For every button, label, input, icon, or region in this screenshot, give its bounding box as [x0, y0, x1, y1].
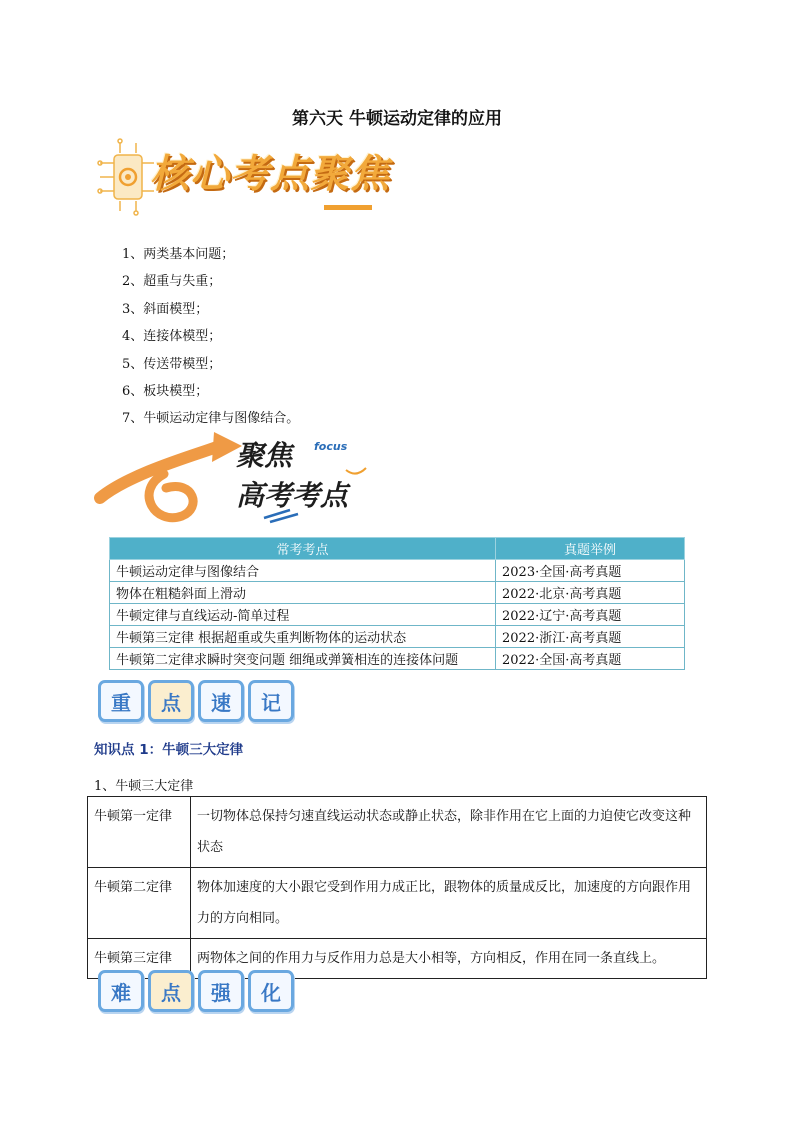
table-row [110, 604, 685, 626]
law-name: 牛顿第三定律 [88, 939, 191, 979]
table-cell: 牛顿运动定律与图像结合 [110, 560, 496, 582]
list-item: 3、斜面模型； [122, 301, 209, 317]
table-header-row [110, 538, 685, 560]
knowledge-point-heading: 知识点 1：牛顿三大定律 [94, 742, 244, 758]
badge-char: 点 [148, 970, 194, 1012]
badge-char: 速 [198, 680, 244, 722]
badge-char: 重 [98, 680, 144, 722]
list-item: 7、牛顿运动定律与图像结合。 [122, 411, 300, 427]
focus-line2: 高考考点 [236, 479, 349, 512]
table-row [110, 626, 685, 648]
law-text: 一切物体总保持匀速直线运动状态或静止状态，除非作用在它上面的力迫使它改变这种状态 [191, 797, 707, 868]
badge-char: 强 [198, 970, 244, 1012]
focus-exam-banner [94, 430, 394, 530]
list-item: 4、连接体模型； [122, 329, 222, 345]
focus-tag: focus [314, 440, 348, 453]
table-row [110, 648, 685, 670]
core-focus-banner [96, 133, 396, 219]
newton-laws-table [87, 796, 707, 979]
focus-line1: 聚焦 [236, 439, 293, 472]
table-row [110, 582, 685, 604]
badge-char: 点 [148, 680, 194, 722]
table-cell: 2022·浙江·高考真题 [496, 626, 685, 648]
table-row [110, 560, 685, 582]
list-item: 5、传送带模型； [122, 356, 222, 372]
column-header: 常考考点 [110, 538, 496, 560]
list-item: 6、板块模型； [122, 384, 209, 400]
table-cell: 牛顿第二定律求瞬时突变问题 细绳或弹簧相连的连接体问题 [110, 648, 496, 670]
topic-list [122, 241, 299, 433]
law-name: 牛顿第一定律 [88, 797, 191, 868]
table-row [88, 797, 707, 868]
law-name: 牛顿第二定律 [88, 868, 191, 939]
table-row [88, 868, 707, 939]
table-cell: 2022·全国·高考真题 [496, 648, 685, 670]
exam-points-table [109, 537, 685, 670]
table-cell: 2023·全国·高考真题 [496, 560, 685, 582]
column-header: 真题举例 [496, 538, 685, 560]
law-text: 两物体之间的作用力与反作用力总是大小相等，方向相反，作用在同一条直线上。 [191, 939, 707, 979]
list-item: 2、超重与失重； [122, 274, 222, 290]
review-badge-group [98, 680, 294, 722]
law-text: 物体加速度的大小跟它受到作用力成正比，跟物体的质量成反比，加速度的方向跟作用力的方向相同。 [191, 868, 707, 939]
badge-char: 记 [248, 680, 294, 722]
list-item: 1、两类基本问题； [122, 247, 235, 262]
badge-char: 化 [248, 970, 294, 1012]
page-title: 第六天 牛顿运动定律的应用 [292, 109, 502, 129]
section-subheading: 1、牛顿三大定律 [94, 779, 194, 794]
table-cell: 2022·辽宁·高考真题 [496, 604, 685, 626]
hard-badge-group [98, 970, 294, 1012]
core-focus-title: 核心考点聚焦 [150, 152, 391, 197]
table-cell: 2022·北京·高考真题 [496, 582, 685, 604]
table-cell: 物体在粗糙斜面上滑动 [110, 582, 496, 604]
badge-char: 难 [98, 970, 144, 1012]
table-cell: 牛顿第三定律 根据超重或失重判断物体的运动状态 [110, 626, 496, 648]
table-cell: 牛顿定律与直线运动-简单过程 [110, 604, 496, 626]
